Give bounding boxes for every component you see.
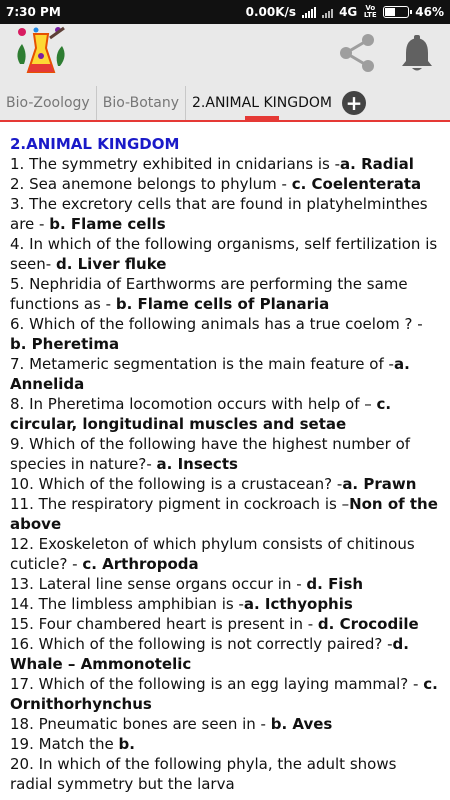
answer-text: c. Coelenterata [291,175,422,193]
battery-icon [383,6,409,18]
question-item [10,394,442,434]
answer-text: d. Liver fluke [55,255,167,273]
question-text: 7. Metameric segmentation is the main feature of - [10,355,394,373]
question-text: 14. The limbless amphibian is - [10,595,244,613]
question-item [10,434,442,474]
question-item [10,194,442,234]
app-actions [336,32,440,78]
question-item [10,614,442,634]
page-title: 2.ANIMAL KINGDOM [10,135,180,153]
question-item [10,274,442,314]
question-text: 11. The respiratory pigment in cockroach is – [10,495,350,513]
question-item [10,154,442,174]
app-bar [0,24,450,86]
question-item [10,594,442,614]
question-text: 5. Nephridia of Earthworms are performing the same functions as - [10,275,408,313]
battery-fill [385,8,395,16]
volte-label: Vo LTE [363,4,377,19]
answer-text: d. Whale – Ammonotelic [10,635,409,673]
answer-text: a. Annelida [10,355,410,393]
answer-text: b. Pheretima [10,335,120,353]
science-flask-logo [10,24,72,86]
question-item [10,474,442,494]
question-item [10,354,442,394]
question-text: 2. Sea anemone belongs to phylum - [10,175,292,193]
question-item [10,634,442,674]
network-speed: 0.00K/s [245,5,297,19]
question-text: 12. Exoskeleton of which phylum consists of chitinous cuticle? - [10,535,415,573]
question-item [10,494,442,534]
question-text: 1. The symmetry exhibited in cnidarians is - [10,155,341,173]
answer-text: d. Fish [306,575,364,593]
question-text: 3. The excretory cells that are found in platyhelminthes are - [10,195,428,233]
answer-text: c. Ornithorhynchus [10,675,438,713]
bell-icon[interactable] [400,33,434,77]
question-text: 10. Which of the following is a crustacean? - [10,475,343,493]
question-item [10,674,442,714]
answer-text: b. Aves [270,715,333,733]
network-type: 4G [339,5,358,19]
question-text: 20. In which of the following phyla, the adult shows radial symmetry but the larva [10,755,397,793]
question-text: 9. Which of the following have the highest number of species in nature?- [10,435,411,473]
tab-bar [0,86,450,122]
answer-text: b. Flame cells [49,215,166,233]
answer-text: d. Crocodile [317,615,419,633]
question-text: 4. In which of the following organisms, self fertilization is seen- [10,235,438,273]
answer-text: c. circular, longitudinal muscles and setae [10,395,392,433]
clock: 7:30 PM [6,5,61,19]
question-item [10,534,442,574]
tab-animal-kingdom[interactable]: 2.ANIMAL KINGDOM [185,86,338,120]
content-area [10,134,442,794]
question-item [10,754,442,794]
answer-text: a. Icthyophis [243,595,353,613]
answer-text: b. [118,735,135,753]
answer-text: a. Insects [156,455,238,473]
answer-text: Non of the above [10,495,438,533]
question-text: 6. Which of the following animals has a true coelom ? - [10,315,423,333]
question-item [10,314,442,354]
signal-icon-2 [322,7,333,18]
question-text: 18. Pneumatic bones are seen in - [10,715,271,733]
question-list [10,154,442,794]
share-icon[interactable] [336,32,378,78]
status-indicators [246,5,444,19]
battery-percent: 46% [415,5,444,19]
question-text: 13. Lateral line sense organs occur in - [10,575,307,593]
question-item [10,714,442,734]
question-item [10,734,442,754]
question-text: 8. In Pheretima locomotion occurs with help of – [10,395,377,413]
tab-bio-zoology[interactable]: Bio-Zoology [6,95,90,111]
question-item [10,174,442,194]
signal-icon [302,7,316,18]
answer-text: a. Radial [340,155,414,173]
answer-text: c. Arthropoda [82,555,199,573]
question-item [10,234,442,274]
question-item [10,574,442,594]
question-text: 19. Match the [10,735,119,753]
tab-bio-botany[interactable]: Bio-Botany [96,86,185,120]
status-bar [0,0,450,24]
question-text: 17. Which of the following is an egg laying mammal? - [10,675,424,693]
add-tab-button[interactable]: + [342,91,366,115]
answer-text: b. Flame cells of Planaria [115,295,330,313]
question-text: 15. Four chambered heart is present in - [10,615,318,633]
answer-text: a. Prawn [342,475,417,493]
question-text: 16. Which of the following is not correctly paired? - [10,635,393,653]
